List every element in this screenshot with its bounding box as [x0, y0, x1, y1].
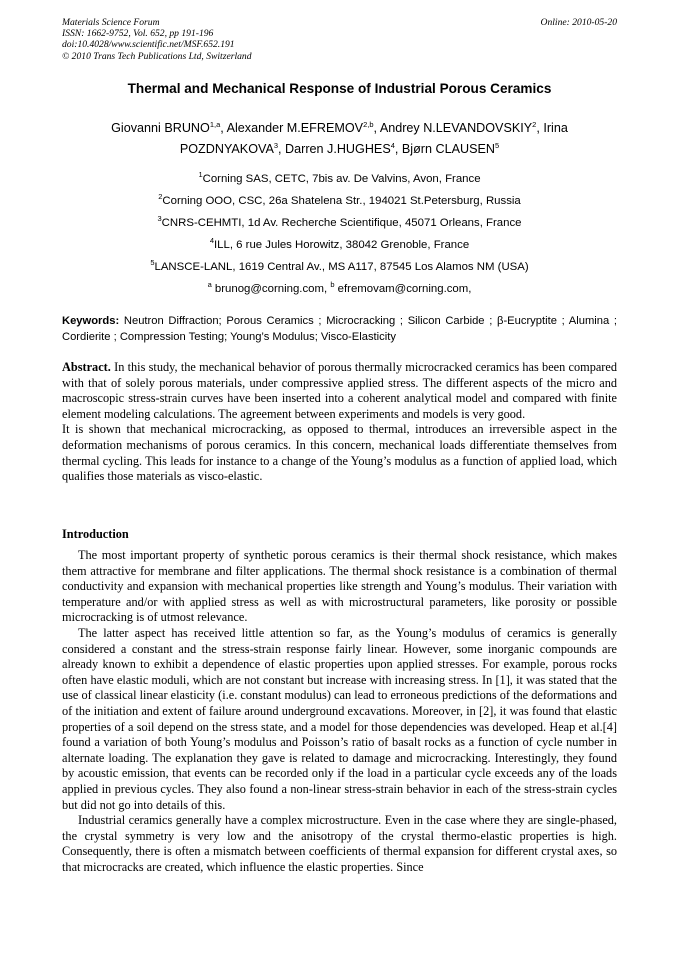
journal-header [62, 17, 617, 62]
journal-name: Materials Science Forum [62, 17, 160, 28]
issn-line: ISSN: 1662-9752, Vol. 652, pp 191-196 [62, 28, 214, 40]
doi-line: doi:10.4028/www.scientific.net/MSF.652.191 [62, 39, 235, 51]
author: Alexander M.EFREMOV$^{2,b}$, [226, 120, 380, 136]
author: Bjørn CLAUSEN$^5$ [401, 141, 500, 157]
paper-title: Thermal and Mechanical Response of Industrial Porous Ceramics [127, 81, 552, 96]
affiliation: $^3$CNRS-CEHMTI, 1d Av. Recherche Scientifique, 45071 Orleans, France [157, 214, 522, 229]
email-b: efremovam@corning.com, [337, 282, 472, 295]
author-list [62, 116, 617, 158]
author: Andrey N.LEVANDOVSKIY$^2$, [379, 120, 544, 136]
author: Darren J.HUGHES$^4$, [285, 141, 402, 157]
author: Giovanni BRUNO$^{1,a}$, [111, 120, 227, 136]
abstract-p1: In this study, the mechanical behavior of porous thermally microcracked ceramics has been compared with that of solely porous materials, under compressive applied stress. The different aspects of the micro and macroscopic stress-strain curves have been inserted into a coherent analytical model and compared with finite element modeling calculations. The agreement between experiments and models is very good. [62, 360, 617, 421]
paragraph: The most important property of synthetic porous ceramics is their thermal shock resistance, which makes them attractive for membrane and filter applications. The thermal shock resistance is a combination of thermal conductivity and expansion with mechanical properties like strength and Young’s modulus. Their variation with temperature and/or with applied stress as well as with microstructural parameters, like porosity or possible microcracking is of utmost relevance. [62, 548, 617, 625]
abstract-label: Abstract. [62, 360, 111, 374]
paragraph: The latter aspect has received little attention so far, as the Young’s modulus of ceramics is generally considered a constant and the stress-strain response fairly linear. However, some inorganic compounds are already known to exhibit a dependence of elastic properties upon applied stresses. For example, porous rocks often have elastic moduli, which are not constant but increase with increasing stress. In [1], it was stated that the use of classical linear elasticity (i.e. constant modulus) can lead to erroneous predictions of the deformations and of the initiation and extent of failure around underground excavations. Moreover, in [2], it was found that elastic properties of a soil depend on the stress state, and a model for those dependencies was developed. Heap et al.[4] found a variation of both Young’s modulus and Poisson’s ratio of basalt rocks as a function of cycle number in alternate loading. The explanation they gave is related to damage and microcracking. Interestingly, they found by acoustic emission, that events can be recorded only if the load in a particular cycle exceeds any of the loads applied in previous cycles. They also found a non-linear stress-strain behavior in each of the stress-strain cycles but did not go into details of this. [62, 625, 617, 812]
paragraph: Industrial ceramics generally have a complex microstructure. Even in the case where they are single-phased, the crystal symmetry is very low and the anisotropy of the crystal thermo-elastic properties is high. Consequently, there is often a mismatch between coefficients of thermal expansion for different crystal axes, so that microcracks are created, which influence the elastic properties. Since [62, 813, 617, 874]
keywords [62, 314, 617, 345]
affiliation: $^1$Corning SAS, CETC, 7bis av. De Valvins, Avon, France [198, 170, 481, 185]
keywords-text: Neutron Diffraction; Porous Ceramics ; Microcracking ; Silicon Carbide ; β-Eucryptite ; Alumina ; Cordierite ; Compression Testing; Young’s Modulus; Visco-Elasticity [62, 315, 618, 343]
email-a: brunog@corning.com, [214, 282, 328, 295]
abstract-p2: It is shown that mechanical microcracking, as opposed to thermal, introduces an irreversible aspect in the deformation mechanisms of porous ceramics. In this concern, mechanical loads differentiate themselves from thermal cycling. This leads for instance to a change of the Young’s modulus as a function of applied load, which qualifies those materials as visco-elastic. [62, 422, 617, 484]
keywords-label: Keywords: [62, 315, 120, 327]
copyright-line: © 2010 Trans Tech Publications Ltd, Switzerland [62, 50, 252, 62]
introduction-body [62, 548, 617, 875]
author: Irina POZDNYAKOVA$^3$, [179, 121, 568, 157]
affiliation: $^4$ILL, 6 rue Jules Horowitz, 38042 Grenoble, France [209, 236, 470, 251]
affiliation: $^2$Corning OOO, CSC, 26a Shatelena Str., 194021 St.Petersburg, Russia [158, 192, 521, 207]
abstract [62, 360, 617, 485]
email-line: $^a$ brunog@corning.com, $^b$ efremovam@corning.com, [207, 280, 472, 295]
online-date: Online: 2010-05-20 [540, 17, 617, 28]
section-heading-introduction: Introduction [62, 527, 129, 541]
affiliation: $^5$LANSCE-LANL, 1619 Central Av., MS A117, 87545 Los Alamos NM (USA) [150, 258, 529, 273]
